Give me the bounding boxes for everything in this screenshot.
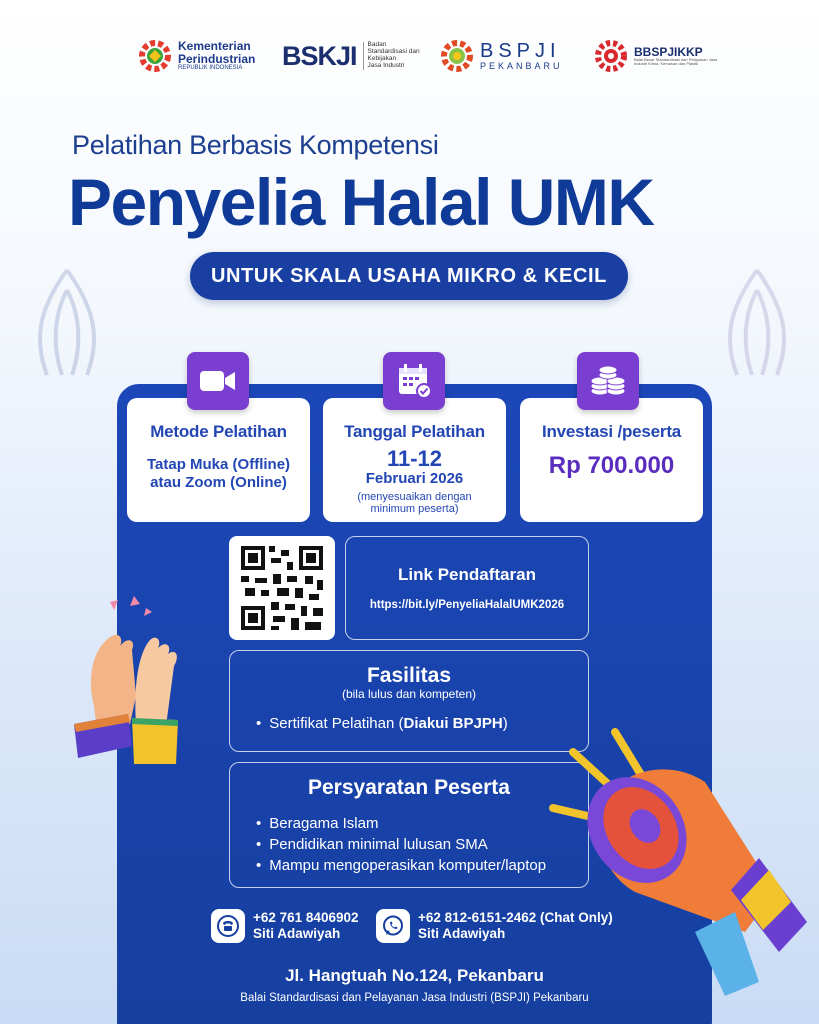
list-item: • Mampu mengoperasikan komputer/laptop (256, 855, 588, 876)
kemenperin-gear-icon (138, 39, 172, 73)
address: Jl. Hangtuah No.124, Pekanbaru (285, 966, 544, 985)
metode-line2: atau Zoom (Online) (150, 474, 287, 491)
bbspjikkp-gear-icon (594, 39, 628, 73)
fasilitas-subtitle: (bila lulus dan kompeten) (341, 687, 477, 701)
calendar-icon (383, 352, 445, 410)
bskji-logo: BSKJI Badan Standardisasi dan Kebijakan Jasa Industri (282, 40, 420, 71)
contact-name: Siti Adawiyah (253, 926, 341, 941)
tanggal-month: Februari 2026 (365, 470, 464, 487)
fasilitas-box (229, 650, 589, 752)
partner-logos (0, 34, 819, 78)
investasi-card (520, 398, 703, 522)
contact-name: Siti Adawiyah (418, 926, 506, 941)
registration-link-box[interactable] (345, 536, 589, 640)
organization-name: Balai Standardisasi dan Pelayanan Jasa Industri (BSPJI) Pekanbaru (240, 992, 589, 1004)
investasi-price: Rp 700.000 (548, 452, 675, 479)
list-item: • Sertifikat Pelatihan (Diakui BPJPH) (256, 713, 588, 734)
contact-number: +62 812-6151-2462 (Chat Only) (418, 910, 613, 925)
link-title: Link Pendaftaran (398, 565, 536, 584)
target-audience-badge: UNTUK SKALA USAHA MIKRO & KECIL (190, 252, 628, 300)
metode-line1: Tatap Muka (Offline) (146, 456, 291, 473)
metode-title: Metode Pelatihan (150, 422, 287, 441)
investasi-title: Investasi /peserta (541, 422, 682, 441)
whatsapp-icon (376, 909, 410, 943)
tanggal-days: 11-12 (386, 446, 443, 471)
fasilitas-title: Fasilitas (366, 664, 452, 687)
bbspjikkp-logo: BBSPJIKKP Balai Besar Standardisasi dan Pelayanan Jasa Industri Kimia, Kemasan dan Plastik (594, 34, 717, 78)
persyaratan-box (229, 762, 589, 888)
persyaratan-title: Persyaratan Peserta (308, 776, 510, 799)
kemenperin-logo: Kementerian Perindustrian REPUBLIK INDONESIA (138, 34, 255, 78)
tanggal-title: Tanggal Pelatihan (344, 422, 485, 441)
registration-qr-code[interactable] (229, 536, 335, 640)
phone-icon (211, 909, 245, 943)
tanggal-note1: (menyesuaikan dengan (357, 491, 472, 503)
contact-phone[interactable] (211, 909, 358, 943)
video-camera-icon (187, 352, 249, 410)
fasilitas-list (230, 713, 588, 734)
subtitle: Pelatihan Berbasis Kompetensi (72, 130, 439, 160)
tanggal-note2: minimum peserta) (370, 503, 459, 516)
persyaratan-list (230, 813, 588, 876)
bspji-logo: BSPJI PEKANBARU (440, 34, 563, 78)
left-ornament-icon (22, 265, 112, 385)
contact-number: +62 761 8406902 (253, 910, 359, 925)
metode-card (127, 398, 310, 522)
tanggal-card (323, 398, 506, 522)
coins-icon (577, 352, 639, 410)
list-item: • Pendidikan minimal lulusan SMA (256, 834, 588, 855)
bspji-gear-icon (440, 39, 474, 73)
clapping-hands-icon (66, 596, 196, 774)
right-ornament-icon (712, 265, 802, 385)
page-title: Penyelia Halal UMK (68, 165, 654, 239)
registration-link[interactable]: https://bit.ly/PenyeliaHalalUMK2026 (369, 599, 565, 611)
list-item: • Beragama Islam (256, 813, 588, 834)
megaphone-icon (545, 712, 819, 1024)
